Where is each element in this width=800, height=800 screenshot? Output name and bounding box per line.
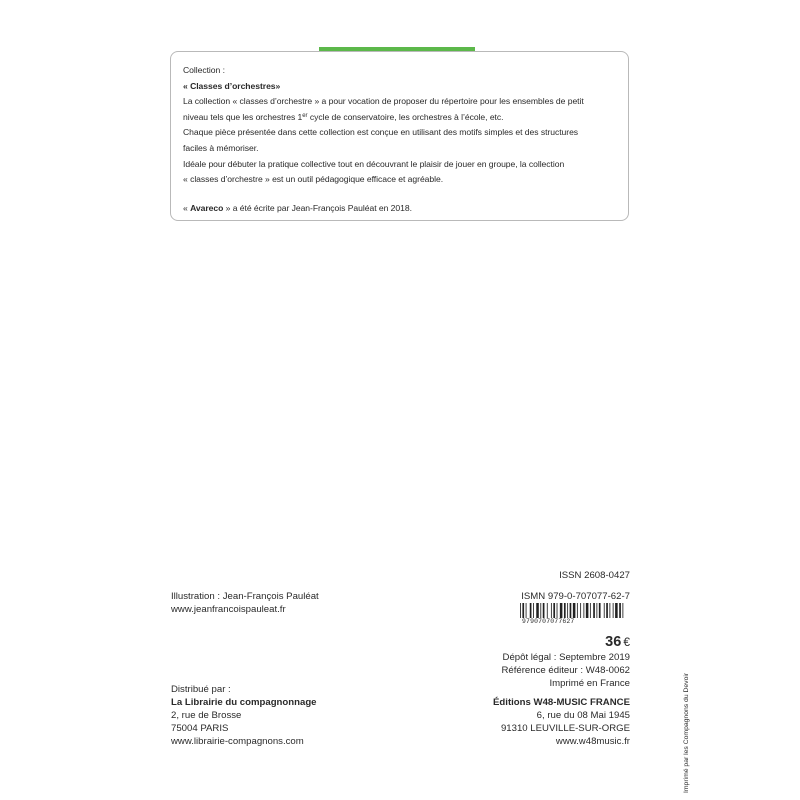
distributor-address-2: 75004 PARIS [171, 723, 229, 734]
publisher-address-2: 91310 LEUVILLE-SUR-ORGE [500, 723, 630, 734]
printed-in: Imprimé en France [549, 678, 630, 689]
distributor-name: La Librairie du compagnonnage [171, 697, 317, 708]
legal-deposit: Dépôt légal : Septembre 2019 [502, 652, 630, 663]
publisher-name: Éditions W48-MUSIC FRANCE [493, 697, 630, 708]
barcode-number: 9790707077627 [522, 618, 575, 625]
barcode [520, 603, 631, 618]
publisher-website[interactable]: www.w48music.fr [555, 736, 630, 747]
piece-credit: « Avareco » a été écrite par Jean-François Pauléat en 2018. [183, 202, 412, 213]
ismn-number: ISMN 979-0-707077-62-7 [521, 591, 630, 602]
printer-note: Imprimé par les Compagnons du Devoir [683, 672, 690, 793]
illustration-credit: Illustration : Jean-François Pauléat [171, 591, 319, 602]
issn-number: ISSN 2608-0427 [559, 570, 630, 581]
publisher-reference: Référence éditeur : W48-0062 [501, 665, 630, 676]
distributor-label: Distribué par : [171, 684, 231, 695]
distributor-address-1: 2, rue de Brosse [171, 710, 242, 721]
price [605, 634, 630, 650]
collection-info-box [170, 51, 629, 221]
collection-label: Collection : [183, 65, 225, 75]
price-amount: 36 [605, 634, 622, 650]
collection-name: « Classes d’orchestres» [183, 80, 281, 91]
collection-desc-line-4: faciles à mémoriser. [183, 142, 259, 153]
collection-desc-line-5: Idéale pour débuter la pratique collective tout en découvrant le plaisir de jouer en groupe, la collection [183, 158, 565, 169]
collection-desc-line-6: « classes d’orchestre » est un outil pédagogique efficace et agréable. [183, 174, 444, 185]
publisher-address-1: 6, rue du 08 Mai 1945 [536, 710, 630, 721]
price-currency: € [623, 635, 630, 649]
distributor-website[interactable]: www.librairie-compagnons.com [171, 736, 304, 747]
collection-desc-line-1: La collection « classes d’orchestre » a pour vocation de proposer du répertoire pour les ensembles de petit [183, 96, 584, 107]
illustrator-website[interactable]: www.jeanfrancoispauleat.fr [171, 604, 286, 615]
collection-desc-line-3: Chaque pièce présentée dans cette collection est conçue en utilisant des motifs simples et des structures [183, 127, 579, 138]
collection-desc-line-2: niveau tels que les orchestres 1er cycle de conservatoire, les orchestres à l’école, etc. [183, 111, 504, 122]
